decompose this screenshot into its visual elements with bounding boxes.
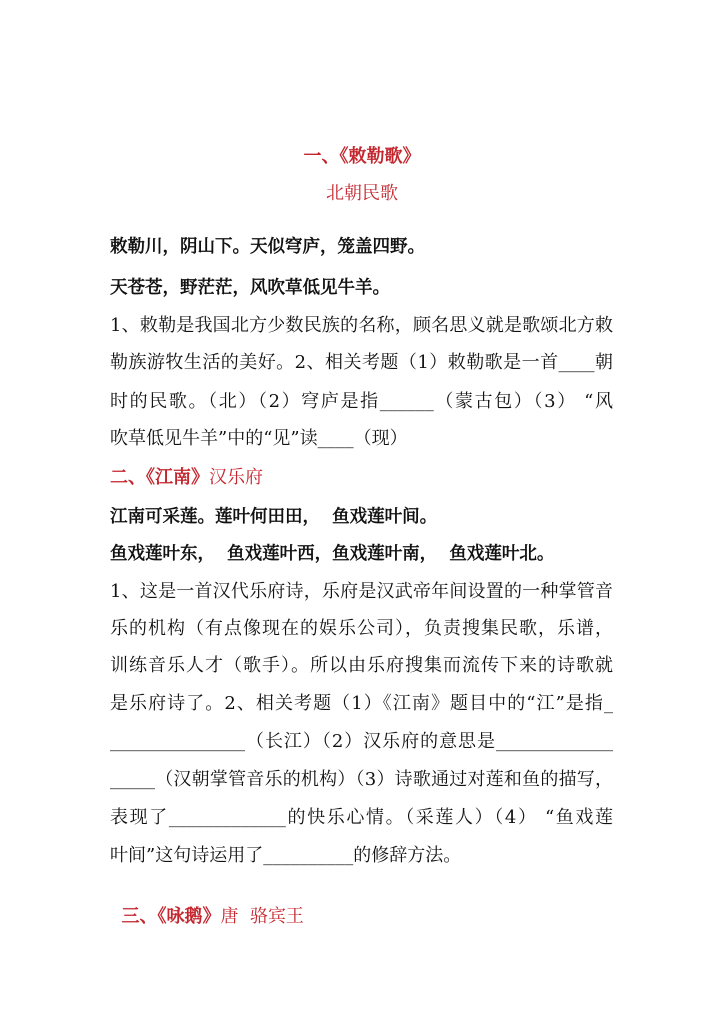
note-line: 时的民歌。（北）（2）穹庐是指______（蒙古包）（3） “风 bbox=[110, 391, 613, 412]
poem-line: 敕勒川，阴山下。天似穹庐，笼盖四野。 bbox=[110, 237, 425, 257]
section1-heading bbox=[0, 146, 724, 168]
note-line: 勒族游牧生活的美好。2、相关考题（1）敕勒歌是一首____朝 bbox=[110, 352, 613, 373]
note-line: 表现了_____________的快乐心情。（采莲人）（4） “鱼戏莲 bbox=[110, 807, 613, 828]
note-line: 1、敕勒是我国北方少数民族的名称，顾名思义就是歌颂北方敕 bbox=[110, 315, 613, 336]
note-line: 是乐府诗了。2、相关考题（1）《江南》题目中的“江”是指_ bbox=[110, 693, 613, 714]
section2-number: 二、 bbox=[110, 467, 146, 488]
poem-line: 江南可采莲。莲叶何田田， 鱼戏莲叶间。 bbox=[110, 507, 438, 527]
note-line: 叶间”这句诗运用了__________的修辞方法。 bbox=[110, 845, 462, 866]
note-line: 1、这是一首汉代乐府诗，乐府是汉武帝年间设置的一种掌管音 bbox=[110, 581, 613, 602]
section2-title: 《江南》 bbox=[146, 467, 209, 488]
section1-title: 《敕勒歌》 bbox=[339, 146, 421, 167]
section3-title: 《咏鹅》 bbox=[157, 906, 221, 927]
note-line: _______________（长江）（2）汉乐府的意思是_____________ bbox=[110, 731, 613, 752]
note-line: 训练音乐人才（歌手）。所以由乐府搜集而流传下来的诗歌就 bbox=[110, 655, 613, 676]
note-line: _____（汉朝掌管音乐的机构）（3）诗歌通过对莲和鱼的描写， bbox=[110, 769, 613, 790]
note-line: 吹草低见牛羊”中的“见”读____（现） bbox=[110, 428, 408, 449]
section2-source: 汉乐府 bbox=[209, 467, 263, 488]
poem-line: 鱼戏莲叶东， 鱼戏莲叶西，鱼戏莲叶南， 鱼戏莲叶北。 bbox=[110, 544, 555, 564]
section3-number: 三、 bbox=[121, 906, 158, 927]
section1-number: 一、 bbox=[303, 146, 340, 167]
section3-heading bbox=[110, 884, 613, 928]
section3-source: 唐 骆宾王 bbox=[220, 906, 304, 927]
section2-heading bbox=[110, 467, 613, 489]
section1-subtitle: 北朝民歌 bbox=[326, 183, 398, 204]
poem-line: 天苍苍，野茫茫，风吹草低见牛羊。 bbox=[110, 278, 390, 298]
note-line: 乐的机构（有点像现在的娱乐公司），负责搜集民歌，乐谱， bbox=[110, 618, 613, 639]
